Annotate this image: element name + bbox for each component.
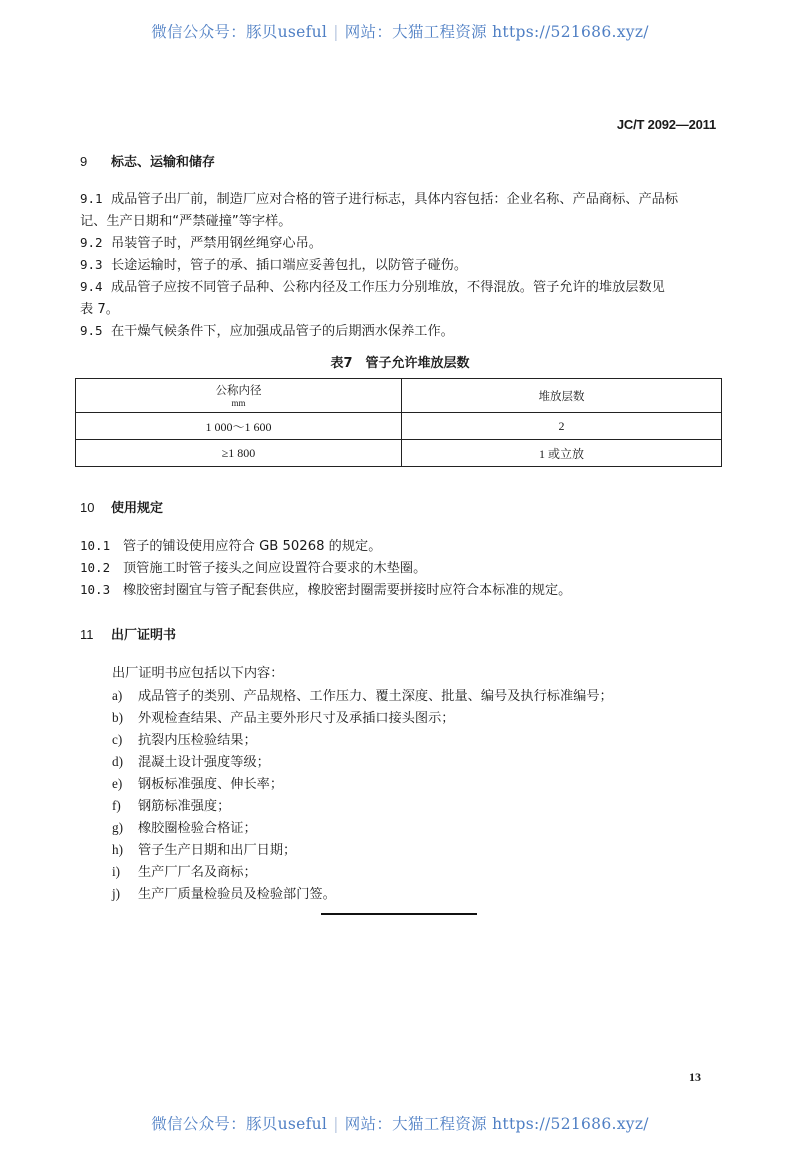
clause-9-2 (80, 232, 322, 255)
item-text: 抗裂内压检验结果； (138, 733, 257, 748)
item-label: g) (112, 820, 123, 835)
list-item-a (112, 685, 613, 704)
item-label: j) (112, 886, 121, 901)
item-text: 管子生产日期和出厂日期； (138, 843, 297, 858)
watermark-separator: | (333, 1115, 339, 1133)
header-label: 公称内径 (215, 383, 262, 397)
list-item-e (112, 773, 283, 792)
list-item-b (112, 707, 455, 726)
item-label: f) (112, 798, 121, 813)
item-text: 生产厂厂名及商标； (138, 865, 257, 880)
clause-number: 10.3 (80, 582, 111, 597)
list-item-d (112, 751, 270, 770)
clause-9-4 (80, 276, 665, 321)
clause-text: 顶管施工时管子接头之间应设置符合要求的木垫圈。 (123, 561, 427, 576)
item-text: 钢筋标准强度； (138, 799, 231, 814)
clause-text: 成品管子出厂前，制造厂应对合格的管子进行标志，具体内容包括：企业名称、产品商标、产品标 (111, 192, 679, 207)
section-11-heading (80, 624, 176, 643)
section-9-heading (80, 151, 215, 170)
clause-number: 10.1 (80, 538, 111, 553)
table-7 (75, 378, 722, 467)
clause-number: 9.3 (80, 257, 103, 272)
list-item-c (112, 729, 257, 748)
end-of-document-rule (321, 913, 477, 915)
watermark-site: 网站：大猫工程资源 https://521686.xyz/ (344, 23, 649, 41)
list-item-h (112, 839, 296, 858)
item-label: a) (112, 688, 123, 703)
table-7-title: 表7 管子允许堆放层数 (330, 356, 470, 371)
clause-text: 成品管子应按不同管子品种、公称内径及工作压力分别堆放，不得混放。管子允许的堆放层数见 (111, 280, 665, 295)
item-label: h) (112, 842, 123, 857)
item-text: 成品管子的类别、产品规格、工作压力、覆土深度、批量、编号及执行标准编号； (138, 689, 613, 704)
cell-diameter: ≥1 800 (76, 440, 402, 467)
item-label: i) (112, 864, 121, 879)
section-number: 10 (80, 500, 95, 515)
watermark-site: 网站：大猫工程资源 https://521686.xyz/ (344, 1115, 649, 1133)
item-label: e) (112, 776, 123, 791)
clause-10-1 (80, 535, 381, 558)
section-title: 使用规定 (111, 501, 164, 516)
cell-diameter: 1 000～1 600 (76, 413, 402, 440)
section-title: 出厂证明书 (111, 628, 177, 643)
clause-10-2 (80, 557, 426, 580)
section-title: 标志、运输和储存 (111, 155, 216, 170)
item-label: c) (112, 732, 123, 747)
clause-number: 9.2 (80, 235, 103, 250)
clause-9-1 (80, 188, 678, 233)
certificate-intro: 出厂证明书应包括以下内容： (112, 666, 284, 681)
clause-text: 橡胶密封圈宜与管子配套供应，橡胶密封圈需要拼接时应符合本标准的规定。 (123, 583, 572, 598)
item-text: 混凝土设计强度等级； (138, 755, 270, 770)
table-row (76, 440, 722, 467)
watermark-wechat: 微信公众号：豚贝useful (151, 1115, 328, 1133)
clause-text: 在干燥气候条件下，应加强成品管子的后期洒水保养工作。 (111, 324, 454, 339)
table-row (76, 413, 722, 440)
header-stack-layers: 堆放层数 (402, 379, 722, 413)
clause-number: 9.4 (80, 279, 103, 294)
item-label: d) (112, 754, 123, 769)
header-unit: mm (231, 398, 246, 408)
item-label: b) (112, 710, 123, 725)
clause-number: 9.5 (80, 323, 103, 338)
standard-code: JC/T 2092—2011 (616, 117, 716, 132)
clause-text: 吊装管子时，严禁用钢丝绳穿心吊。 (111, 236, 322, 251)
clause-10-3 (80, 579, 571, 602)
clause-text: 管子的铺设使用应符合 GB 50268 的规定。 (123, 539, 382, 554)
item-text: 外观检查结果、产品主要外形尺寸及承插口接头图示； (138, 711, 455, 726)
section-number: 9 (80, 154, 88, 169)
clause-text-cont: 表 7。 (80, 302, 119, 317)
list-item-f (112, 795, 230, 814)
cell-layers: 1 或立放 (402, 440, 722, 467)
section-10-heading (80, 497, 163, 516)
clause-number: 9.1 (80, 191, 103, 206)
item-text: 生产厂质量检验员及检验部门签。 (138, 887, 336, 902)
list-item-j (112, 883, 336, 902)
item-text: 钢板标准强度、伸长率； (138, 777, 284, 792)
item-text: 橡胶圈检验合格证； (138, 821, 257, 836)
clause-number: 10.2 (80, 560, 111, 575)
list-item-g (112, 817, 257, 836)
page-number: 13 (689, 1070, 701, 1084)
table-header-row (76, 379, 722, 413)
list-item-i (112, 861, 257, 880)
cell-layers: 2 (402, 413, 722, 440)
watermark-bottom (0, 1112, 800, 1134)
clause-9-5 (80, 320, 454, 343)
watermark-top (0, 20, 800, 42)
clause-text-cont: 记、生产日期和“严禁碰撞”等字样。 (80, 214, 292, 229)
section-number: 11 (80, 627, 94, 642)
watermark-separator: | (333, 23, 339, 41)
header-nominal-diameter (76, 379, 402, 413)
clause-text: 长途运输时，管子的承、插口端应妥善包扎，以防管子碰伤。 (111, 258, 468, 273)
watermark-wechat: 微信公众号：豚贝useful (151, 23, 328, 41)
clause-9-3 (80, 254, 467, 277)
